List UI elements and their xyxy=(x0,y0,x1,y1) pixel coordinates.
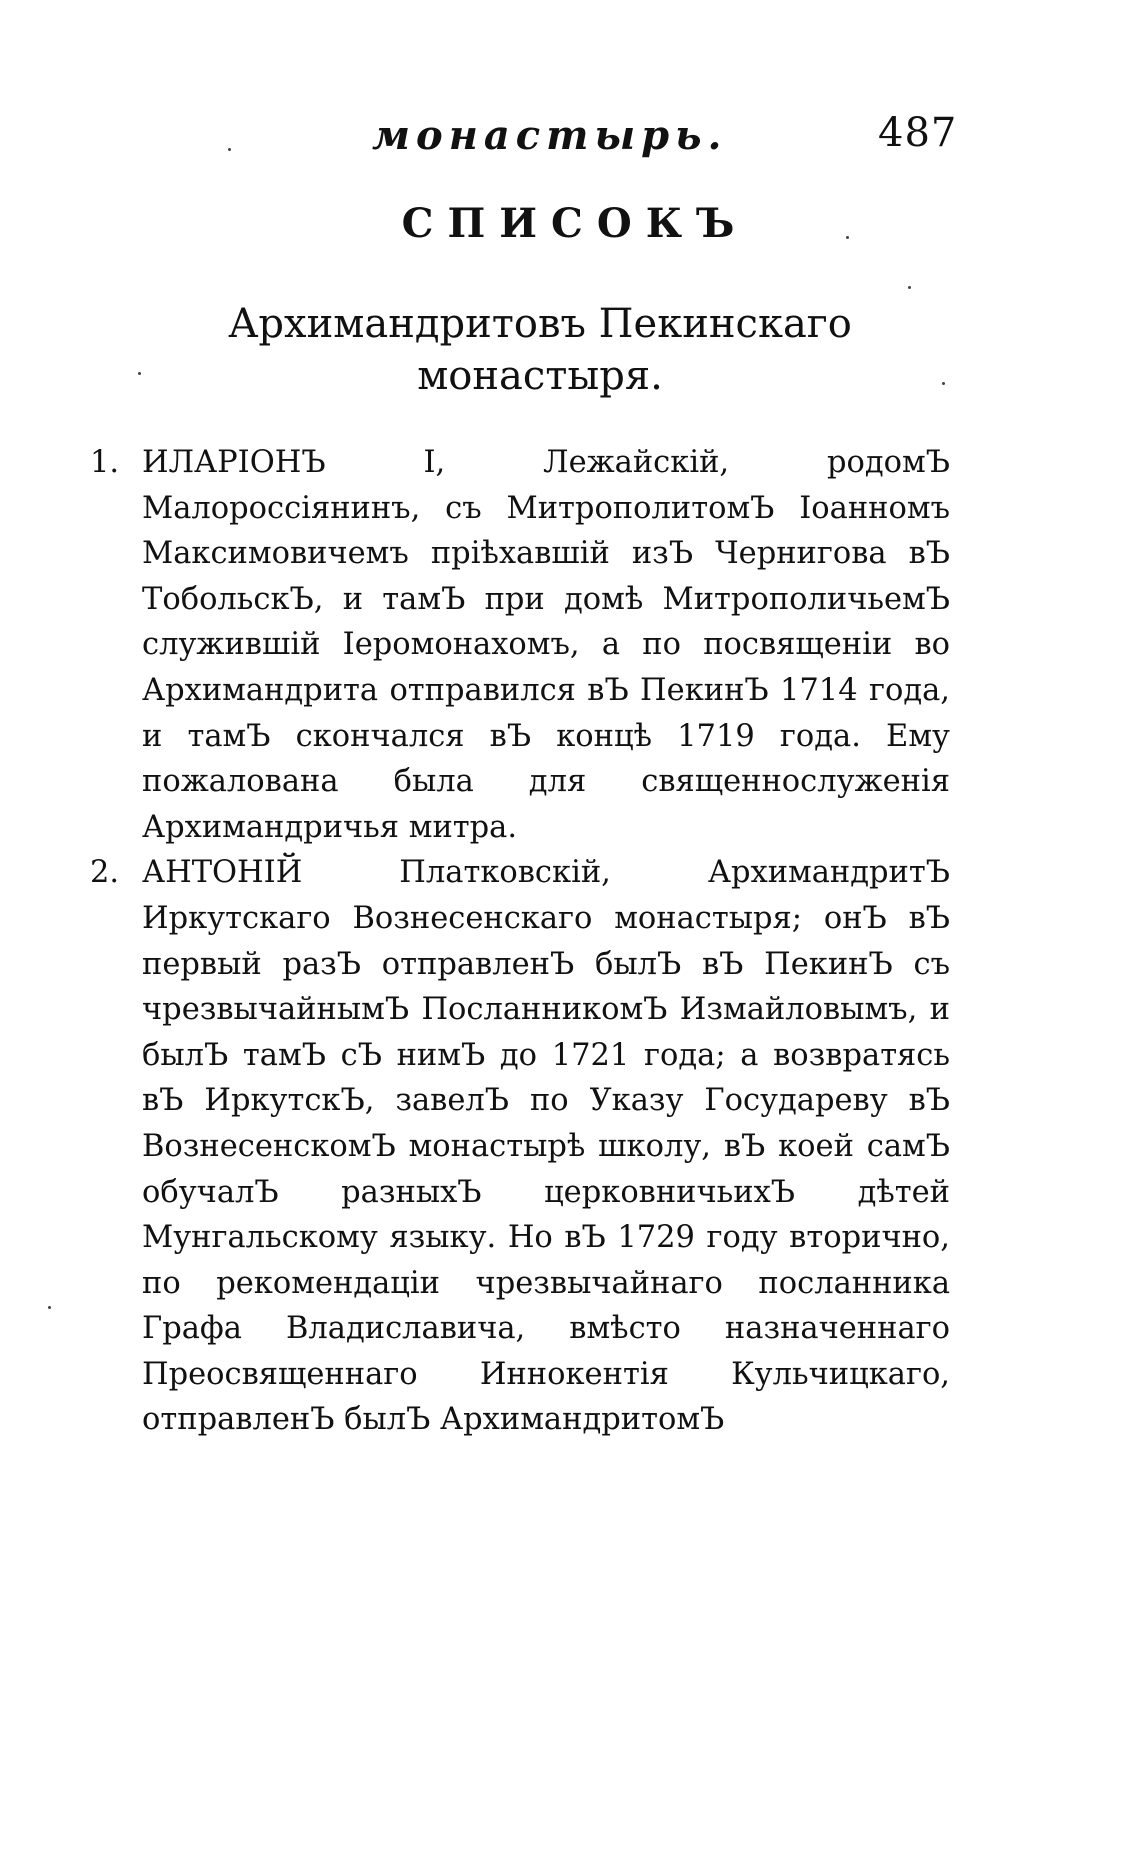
print-speck xyxy=(138,372,141,375)
entry-number: 2. xyxy=(90,855,120,891)
print-speck xyxy=(942,382,945,385)
print-speck xyxy=(908,286,911,289)
print-speck xyxy=(48,1306,51,1309)
list-item xyxy=(90,440,950,850)
entry-text: АНТОНІЙ Платковскій, АрхимандритЪ Иркутскаго Вознесенскаго монастыря; онЪ вЪ первый разЪ отправленЪ былЪ вЪ ПекинЪ съ чрезвычайнымЪ ПосланникомЪ Измайловымъ, и былЪ тамЪ сЪ нимЪ до 1721 года; а возвратясь вЪ ИркутскЪ, завелЪ по Указу Государеву вЪ ВознесенскомЪ монастырѣ школу, вЪ коей самЪ обучалЪ разныхЪ церковничьихЪ дѣтей Мунгальскому языку. Но вЪ 1729 году вторично, по рекомендаціи чрезвычайнаго посланника Графа Владиславича, вмѣсто назначеннаго Преосвященнаго Иннокентія Кульчицкаго, отправленЪ былЪ АрхимандритомЪ xyxy=(142,855,950,1438)
list-heading: СПИСОКЪ xyxy=(401,200,749,247)
entry-text: ИЛАРІОНЪ I, Лежайскій, родомЪ Малороссіянинъ, съ МитрополитомЪ Іоанномъ Максимовичемъ пріѣхавшій изЪ Чернигова вЪ ТобольскЪ, и тамЪ при домѣ МитрополичьемЪ служившій Іеромонахомъ, а по посвященіи во Архимандрита отправился вЪ ПекинЪ 1714 года, и тамЪ скончался вЪ концѣ 1719 года. Ему пожалована была для священнослуженія Архимандричья митра. xyxy=(142,445,950,845)
print-speck xyxy=(228,148,231,151)
running-title: монастырь. xyxy=(372,112,728,159)
print-speck xyxy=(846,236,849,239)
list-item xyxy=(90,850,950,1443)
list-subheading: Архимандритовъ Пекинскаго монастыря. xyxy=(228,301,852,399)
running-head xyxy=(0,112,1140,172)
page-number: 487 xyxy=(878,110,958,156)
entry-number: 1. xyxy=(90,445,120,480)
entries-list xyxy=(90,440,950,1443)
